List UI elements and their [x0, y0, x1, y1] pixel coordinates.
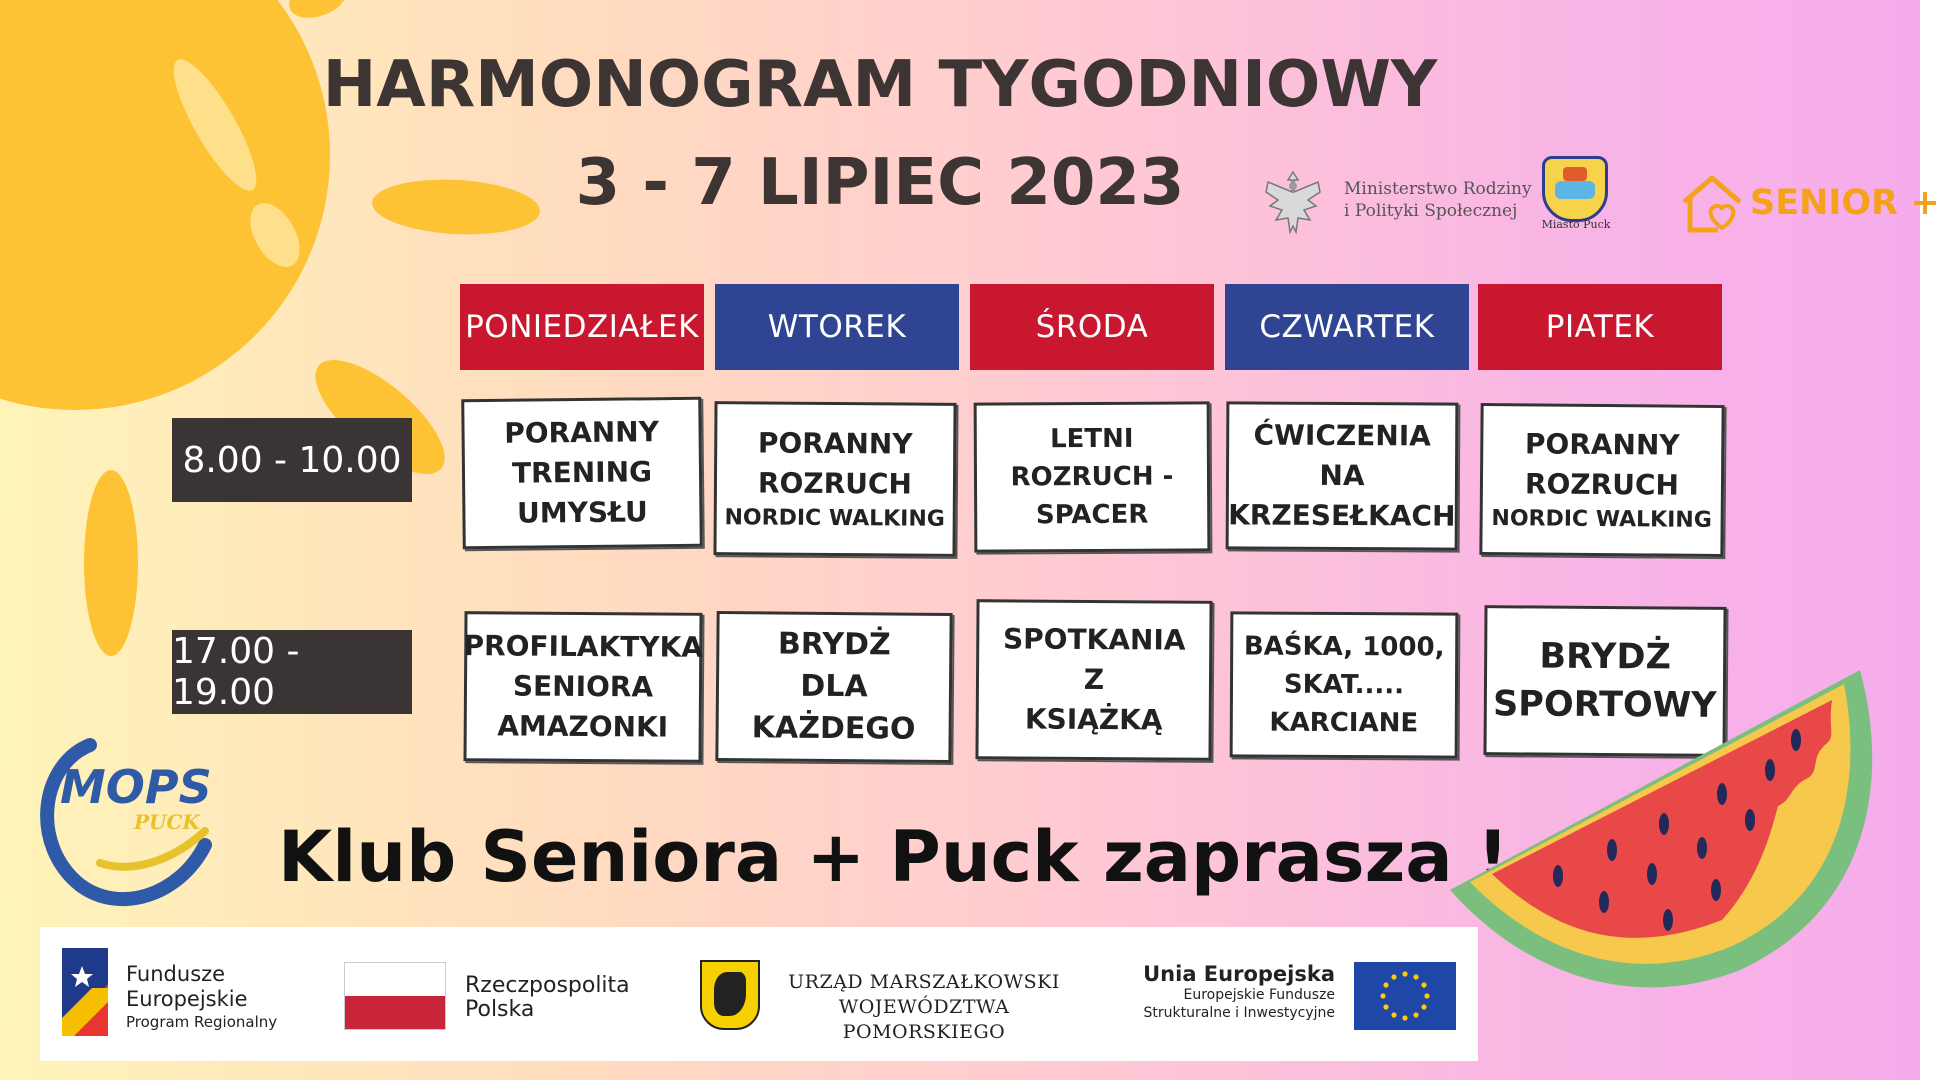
european-funds-star-icon [62, 948, 108, 1036]
invitation-text: Klub Seniora + Puck zaprasza ! [278, 816, 1509, 898]
fe-line-1: Fundusze [126, 962, 226, 986]
activity-line: Z [1083, 662, 1105, 697]
activity-line: ROZRUCH - [1010, 461, 1174, 493]
ministry-line-1: Ministerstwo Rodziny [1344, 179, 1532, 199]
activity-detail: NORDIC WALKING [1491, 506, 1712, 533]
activity-card-thu-evening [1230, 611, 1459, 758]
activity-line: AMAZONKI [497, 709, 669, 744]
page-subtitle: 3 - 7 LIPIEC 2023 [575, 146, 1185, 220]
activity-card-mon-evening [463, 611, 702, 763]
ministry-line-2: i Polityki Społecznej [1344, 201, 1518, 221]
mops-logo-subtext: PUCK [134, 810, 200, 834]
urzad-marszalkowski-logo-text [764, 970, 1084, 1045]
activity-line: PORANNY [1524, 427, 1680, 462]
senior-plus-logo-text: SENIOR + [1750, 183, 1940, 223]
day-header-wednesday: ŚRODA [970, 284, 1214, 370]
sun-ray [84, 470, 138, 656]
activity-line: PORANNY [757, 426, 913, 461]
activity-line: TRENING [511, 455, 653, 490]
mops-logo-text: MOPS [60, 760, 212, 814]
time-slot-morning: 8.00 - 10.00 [172, 418, 412, 502]
activity-card-mon-morning [461, 397, 703, 550]
activity-card-wed-morning [974, 401, 1211, 552]
puck-crest-icon [1542, 156, 1608, 222]
um-line-2: WOJEWÓDZTWA POMORSKIEGO [838, 996, 1010, 1043]
activity-line: KSIĄŻKĄ [1024, 702, 1163, 737]
eu-flag-icon [1354, 962, 1456, 1030]
house-heart-icon [1678, 172, 1748, 236]
activity-line: BAŚKA, 1000, [1243, 631, 1445, 663]
activity-line: BRYDŻ [777, 626, 891, 663]
rzeczpospolita-logo-text [465, 974, 630, 1022]
activity-line: SPACER [1035, 499, 1149, 531]
activity-card-fri-morning [1479, 403, 1724, 557]
sun-ray [284, 0, 353, 25]
day-header-thursday: CZWARTEK [1225, 284, 1469, 370]
page-title: HARMONOGRAM TYGODNIOWY [322, 48, 1438, 122]
um-line-1: URZĄD MARSZAŁKOWSKI [788, 971, 1060, 993]
sun-graphic [0, 0, 330, 410]
activity-line: LETNI [1049, 423, 1134, 455]
day-header-friday: PIATEK [1478, 284, 1722, 370]
activity-card-thu-morning [1226, 401, 1459, 550]
activity-line: PORANNY [504, 415, 660, 450]
activity-line: NA [1319, 458, 1365, 493]
rp-line-2: Polska [465, 997, 535, 1022]
puck-logo-text: Miasto Puck [1541, 218, 1611, 231]
activity-line: ĆWICZENIA [1253, 418, 1431, 453]
ministry-logo-text [1344, 178, 1544, 222]
activity-line: KARCIANE [1269, 707, 1419, 739]
activity-line: SKAT..... [1283, 669, 1405, 701]
activity-line: SPORTOWY [1492, 684, 1717, 726]
eu-line-2: Strukturalne i Inwestycyjne [1143, 1005, 1335, 1021]
polish-flag-icon [344, 962, 446, 1030]
european-funds-logo-text [126, 962, 277, 1032]
fe-line-2: Europejskie [126, 987, 248, 1011]
sun-ray [371, 176, 542, 239]
activity-card-tue-morning [713, 401, 956, 557]
eu-title: Unia Europejska [1143, 962, 1335, 986]
activity-line: KAŻDEGO [751, 710, 916, 747]
activity-card-tue-evening [715, 611, 952, 763]
activity-line: KRZESEŁKACH [1228, 498, 1456, 533]
watermelon-graphic [1440, 660, 1880, 1000]
activity-card-wed-evening [975, 599, 1212, 761]
activity-line: UMYSŁU [516, 495, 648, 530]
activity-line: ROZRUCH [1524, 467, 1680, 502]
eagle-emblem-icon [1258, 166, 1328, 238]
fe-line-3: Program Regionalny [126, 1013, 278, 1031]
griffin-crest-icon [700, 960, 760, 1030]
activity-line: DLA [800, 668, 868, 705]
activity-line: ROZRUCH [757, 466, 913, 501]
activity-line: SENIORA [512, 669, 654, 704]
activity-line: BRYDŻ [1539, 636, 1672, 678]
eu-line-1: Europejskie Fundusze [1183, 987, 1335, 1003]
activity-line: SPOTKANIA [1002, 622, 1186, 657]
activity-line: PROFILAKTYKA [463, 629, 704, 664]
time-slot-evening: 17.00 - 19.00 [172, 630, 412, 714]
activity-detail: NORDIC WALKING [724, 505, 945, 532]
day-header-tuesday: WTOREK [715, 284, 959, 370]
day-header-monday: PONIEDZIAŁEK [460, 284, 704, 370]
eu-logo-text [1110, 962, 1335, 1022]
rp-line-1: Rzeczpospolita [465, 973, 630, 998]
